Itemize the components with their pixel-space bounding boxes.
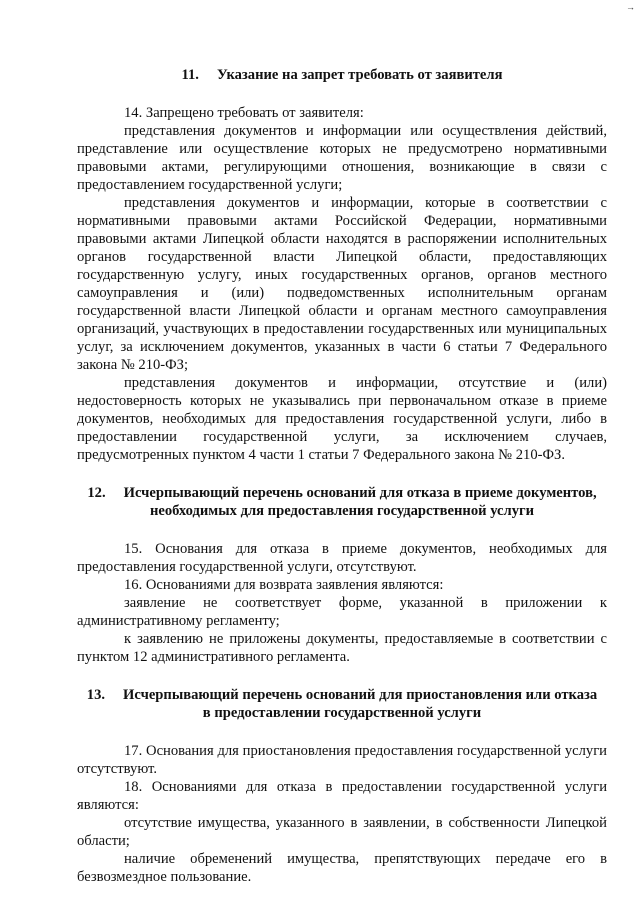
section-title: Указание на запрет требовать от заявителя	[216, 67, 503, 83]
paragraph: представления документов и информации, отсутствие и (или) недостоверность которых не указывались при первоначальном отказе в приеме документов, необходимых для предоставления государственной услуги, либо в предоставлении государственной услуги, за исключением случаев, предусмотренных пунктом 4 части 1 статьи 7 Федерального закона № 210-ФЗ.	[77, 375, 607, 463]
section-number: 12.	[87, 485, 106, 501]
paragraph: представления документов и информации, которые в соответствии с нормативными правовыми актами Российской Федерации, нормативными правовыми актами Липецкой области находятся в распоряжении исполнительных органов государственной власти Липецкой области, предоставляющих государственную услугу, иных государственных органов, органов местного самоуправления и (или) подведомственных исполнительным органам государственной власти Липецкой области и органам местного самоуправления организаций, участвующих в предоставлении государственных или муниципальных услуг, за исключением документов, указанных в части 6 статьи 7 Федерального закона № 210-ФЗ;	[77, 195, 607, 373]
section-13	[77, 686, 607, 886]
section-11	[77, 66, 607, 464]
paragraph: 16. Основаниями для возврата заявления являются:	[124, 577, 444, 593]
paragraph: к заявлению не приложены документы, предоставляемые в соответствии с пунктом 12 административного регламента.	[77, 631, 607, 665]
paragraph: 15. Основания для отказа в приеме документов, необходимых для предоставления государственной услуги, отсутствуют.	[77, 541, 607, 575]
section-title: Исчерпывающий перечень оснований для приостановления или отказа	[123, 687, 598, 703]
paragraph: заявление не соответствует форме, указанной в приложении к административному регламенту;	[77, 595, 607, 629]
paragraph: 14. Запрещено требовать от заявителя:	[124, 105, 364, 121]
section-12-heading-line2: необходимых для предоставления государственной услуги	[149, 503, 535, 519]
paragraph: наличие обременений имущества, препятствующих передаче его в безвозмездное пользование.	[77, 851, 607, 885]
section-12	[77, 484, 607, 666]
section-13-heading	[77, 686, 607, 704]
paragraph: представления документов и информации или осуществления действий, представление или осуществление которых не предусмотрено нормативными правовыми актами, регулирующими отношения, возникающие в связи с предоставлением государственной услуги;	[77, 123, 607, 193]
section-number: 13.	[86, 687, 106, 703]
section-number: 11.	[181, 67, 199, 83]
section-13-heading-line2: в предоставлении государственной услуги	[202, 705, 482, 721]
section-12-heading	[77, 484, 607, 502]
paragraph: 17. Основания для приостановления предоставления государственной услуги отсутствуют.	[77, 743, 607, 777]
section-title: Исчерпывающий перечень оснований для отказа в приеме документов,	[123, 485, 597, 501]
document-body	[77, 0, 607, 886]
corner-mark: →	[626, 2, 634, 12]
paragraph: 18. Основаниями для отказа в предоставлении государственной услуги являются:	[77, 779, 607, 813]
section-11-heading	[77, 66, 607, 84]
paragraph: отсутствие имущества, указанного в заявлении, в собственности Липецкой области;	[77, 815, 607, 849]
